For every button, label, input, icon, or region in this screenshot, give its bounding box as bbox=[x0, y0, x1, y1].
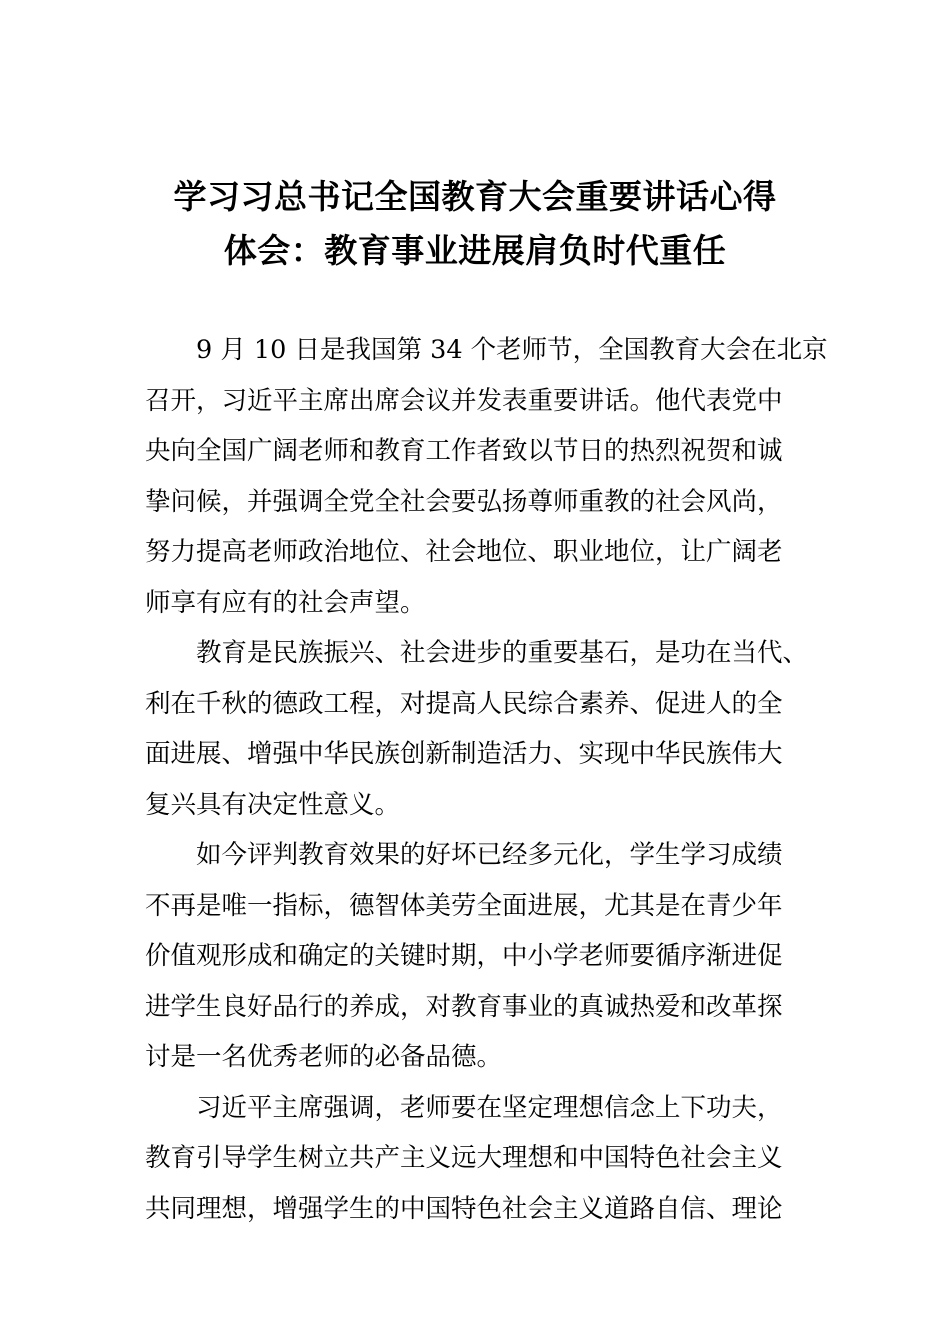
paragraph-line: 挚问候，并强调全党全社会要弘扬尊师重教的社会风尚， bbox=[145, 486, 783, 517]
paragraph-line: 如今评判教育效果的好坏已经多元化，学生学习成绩 bbox=[196, 840, 783, 870]
paragraph-3 bbox=[145, 830, 835, 1083]
paragraph-4 bbox=[145, 1083, 835, 1235]
paragraph-line: 面进展、增强中华民族创新制造活力、实现中华民族伟大 bbox=[145, 739, 783, 769]
paragraph-line: 不再是唯一指标，德智体美劳全面进展，尤其是在青少年 bbox=[145, 890, 783, 921]
paragraph-line: 讨是一名优秀老师的必备品德。 bbox=[145, 1042, 503, 1072]
document-title bbox=[100, 170, 850, 278]
paragraph-1 bbox=[145, 325, 835, 628]
paragraph-line: 习近平主席强调，老师要在坚定理想信念上下功夫， bbox=[196, 1092, 783, 1123]
paragraph-line: 共同理想，增强学生的中国特色社会主义道路自信、理论 bbox=[145, 1193, 783, 1224]
paragraph-line: 利在千秋的德政工程，对提高人民综合素养、促进人的全 bbox=[145, 688, 783, 719]
title-line: 学习习总书记全国教育大会重要讲话心得 bbox=[173, 177, 777, 216]
paragraph-2 bbox=[145, 628, 835, 830]
paragraph-line: 师享有应有的社会声望。 bbox=[145, 587, 426, 618]
paragraph-line: 努力提高老师政治地位、社会地位、职业地位，让广阔老 bbox=[145, 537, 783, 567]
paragraph-line: 价值观形成和确定的关键时期，中小学老师要循序渐进促 bbox=[145, 941, 783, 971]
paragraph-line: 教育是民族振兴、社会进步的重要基石，是功在当代、 bbox=[196, 638, 809, 668]
document-body bbox=[145, 325, 835, 1234]
paragraph-line: 进学生良好品行的养成，对教育事业的真诚热爱和改革探 bbox=[145, 991, 783, 1022]
paragraph-line: 9 月 10 日是我国第 34 个老师节，全国教育大会在北京 bbox=[196, 335, 828, 365]
paragraph-line: 央向全国广阔老师和教育工作者致以节日的热烈祝贺和诚 bbox=[145, 436, 783, 466]
paragraph-line: 教育引导学生树立共产主义远大理想和中国特色社会主义 bbox=[145, 1143, 783, 1173]
title-line: 体会：教育事业进展肩负时代重任 bbox=[223, 231, 727, 270]
paragraph-line: 召开，习近平主席出席会议并发表重要讲话。他代表党中 bbox=[145, 385, 783, 416]
paragraph-line: 复兴具有决定性意义。 bbox=[145, 789, 401, 820]
